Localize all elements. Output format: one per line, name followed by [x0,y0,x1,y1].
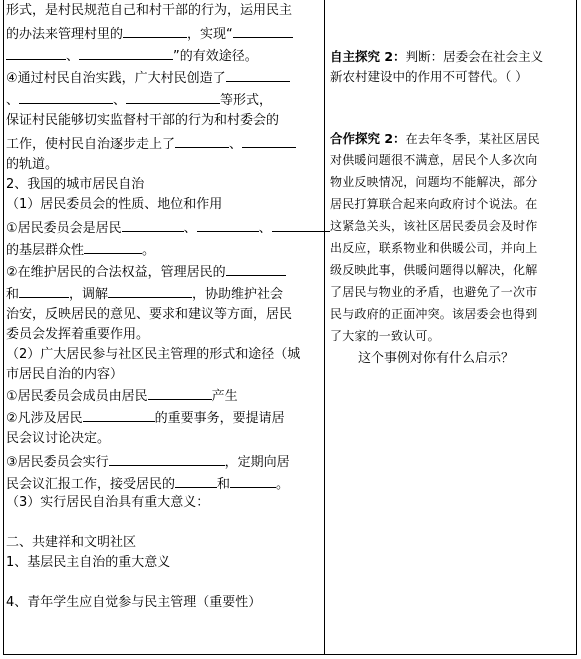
case-question: 这个事例对你有什么启示？ [358,351,515,366]
section-heading: 二、共建祥和文明社区 [6,535,137,550]
text-line: 的基层群众性 。 [6,240,155,258]
text-line: 4、青年学生应自觉参与民主管理（重要性） [6,595,262,610]
blank[interactable] [79,46,173,60]
question-label: 合作探究 2： [330,131,406,146]
text-line: 的轨道。 [6,157,59,172]
subsection-heading: （3）实行居民自治具有重大意义： [6,495,210,510]
blank[interactable] [230,474,276,488]
text-line: ④通过村民自治实践，广大村民创造了 [6,68,290,86]
blank[interactable] [126,90,220,104]
text-line: 市居民自治的内容） [6,367,124,382]
section-heading: 2、我国的城市居民自治 [6,177,145,192]
text-line: 民会议讨论决定。 [6,431,111,446]
blank[interactable] [109,452,225,466]
text-line: 形式，是村民规范自己和村干部的行为，运用民主 [6,3,293,18]
text-line: 、 、 等形式， [6,90,272,108]
subsection-heading: （1）居民委员会的性质、地位和作用 [6,197,223,212]
text-line: ③居民委员会实行 ，定期向居 [6,452,290,470]
text-line: ①居民委员会是居民 、 、 [6,218,330,236]
blank[interactable] [197,218,259,232]
text-line: 工作，使村民自治逐步走上了 、 [6,134,296,152]
blank[interactable] [19,90,113,104]
question-line: 自主探究 2：判断：居委会在社会主义 [330,49,544,64]
case-line: 居民打算联合起来向政府讨个说法。在 [330,197,538,211]
column-divider [324,0,325,654]
text-line: 1、基层民主自治的重大意义 [6,555,171,570]
blank[interactable] [108,284,192,298]
case-line: 出反应，联系物业和供暖公司，并向上 [330,241,538,255]
text-line: ②凡涉及居民 的重要事务，要提请居 [6,408,285,426]
text-line: 保证村民能够切实监督村干部的行为和村委会的 [6,113,280,128]
question-label: 自主探究 2： [330,49,406,64]
subsection-heading: （2）广大居民参与社区民主管理的形式和途径（城 [6,347,301,362]
text-line: 民会议汇报工作，接受居民的 和 。 [6,474,289,492]
case-line: 这紧急关头，该社区居民委员会及时作 [330,219,538,233]
blank[interactable] [19,284,69,298]
blank[interactable] [226,262,286,276]
case-line: 民与政府的正面冲突。该居委会也得到 [330,307,538,321]
case-line: 级反映此事，供暖问题得以解决，化解 [330,263,538,277]
case-line: 了大家的一致认可。 [330,329,440,343]
blank[interactable] [148,386,212,400]
text-line: 和 ，调解 ，协助维护社会 [6,284,283,302]
case-line: 对供暖问题很不满意，居民个人多次向 [330,153,538,167]
blank[interactable] [226,68,290,82]
blank[interactable] [272,218,330,232]
case-line: 物业反映情况，问题均不能解决，部分 [330,175,538,189]
blank[interactable] [242,134,296,148]
worksheet-table [3,0,577,655]
blank[interactable] [175,134,229,148]
blank[interactable] [6,46,66,60]
blank[interactable] [123,24,187,38]
text-line: 、 ”的有效途径。 [6,46,258,64]
blank[interactable] [175,474,217,488]
case-line: 了居民与物业的矛盾，也避免了一次市 [330,285,538,299]
text-line: 治安，反映居民的意见、要求和建议等方面，居民 [6,307,293,322]
blank[interactable] [83,408,155,422]
blank[interactable] [122,218,184,232]
text-line: 委员会发挥着重要作用。 [6,327,150,342]
text-line: ②在维护居民的合法权益，管理居民的 [6,262,286,280]
question-line: 新农村建设中的作用不可替代。（ ） [330,69,528,84]
case-line: 合作探究 2：在去年冬季，某社区居民 [330,131,540,146]
text-line: ①居民委员会成员由居民 产生 [6,386,238,404]
text-line: 的办法来管理村里的 ，实现“ [6,24,293,42]
blank[interactable] [233,24,293,38]
blank[interactable] [84,240,142,254]
